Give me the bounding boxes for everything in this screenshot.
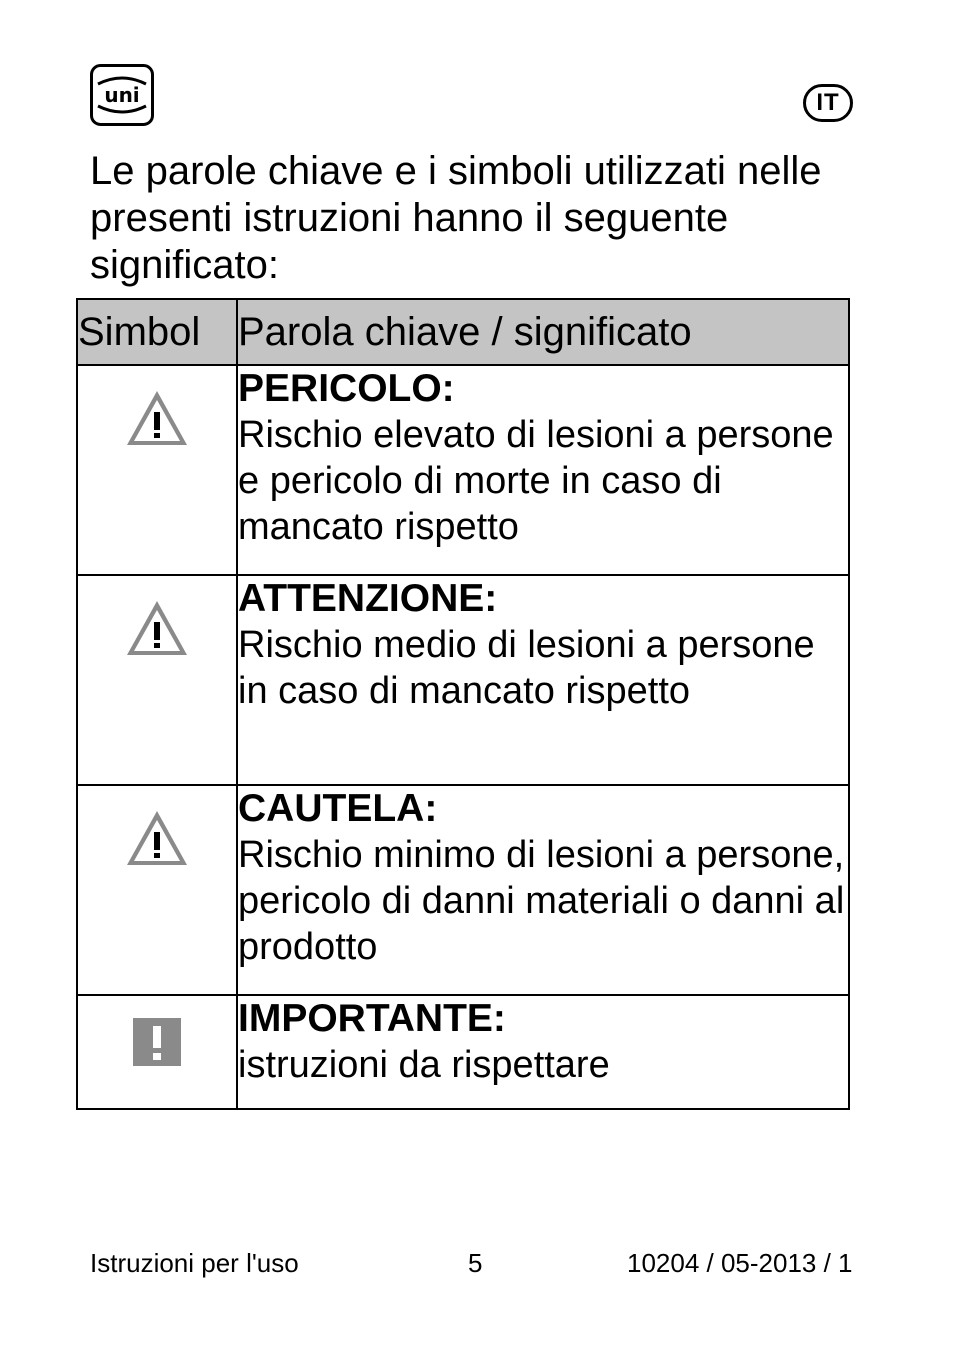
table-row xyxy=(77,575,849,785)
keyword-cell xyxy=(237,575,849,785)
keyword-attenzione: ATTENZIONE: xyxy=(238,577,498,620)
keyword-cell xyxy=(237,785,849,995)
language-badge: IT xyxy=(803,84,853,122)
logo-text: uni xyxy=(104,83,140,107)
header-symbol: Simbol xyxy=(77,299,237,365)
footer-doc-id: 10204 / 05-2013 / 1 xyxy=(627,1248,853,1278)
footer-manual-title: Istruzioni per l'uso xyxy=(90,1248,299,1278)
keyword-description: istruzioni da rispettare xyxy=(238,1044,610,1086)
keyword-description: Rischio elevato di lesioni a persone e pericolo di morte in caso di mancato rispetto xyxy=(238,414,834,548)
symbol-cell xyxy=(77,995,237,1109)
footer-page-number: 5 xyxy=(468,1248,483,1278)
keyword-description: Rischio minimo di lesioni a persone, pericolo di danni materiali o danni al prodotto xyxy=(238,834,845,968)
warning-triangle-icon xyxy=(124,808,190,868)
warning-triangle-icon xyxy=(124,598,190,658)
table-row xyxy=(77,785,849,995)
brand-logo xyxy=(90,64,154,126)
keyword-cell xyxy=(237,365,849,575)
warning-triangle-icon xyxy=(124,388,190,448)
keyword-cautela: CAUTELA: xyxy=(238,787,438,830)
header-keyword: Parola chiave / significato xyxy=(237,299,849,365)
keyword-pericolo: PERICOLO: xyxy=(238,367,455,410)
intro-text: Le parole chiave e i simboli utilizzati nelle presenti istruzioni hanno il seguente significato: xyxy=(90,149,822,287)
table-row xyxy=(77,995,849,1109)
table-row xyxy=(77,365,849,575)
symbol-cell xyxy=(77,365,237,575)
keyword-importante: IMPORTANTE: xyxy=(238,997,506,1040)
table-header-row xyxy=(77,299,849,365)
keyword-description: Rischio medio di lesioni a persone in caso di mancato rispetto xyxy=(238,624,815,712)
keyword-cell xyxy=(237,995,849,1109)
exclamation-square-icon xyxy=(133,1018,181,1066)
symbol-cell xyxy=(77,575,237,785)
symbols-table xyxy=(76,298,850,1110)
symbol-cell xyxy=(77,785,237,995)
